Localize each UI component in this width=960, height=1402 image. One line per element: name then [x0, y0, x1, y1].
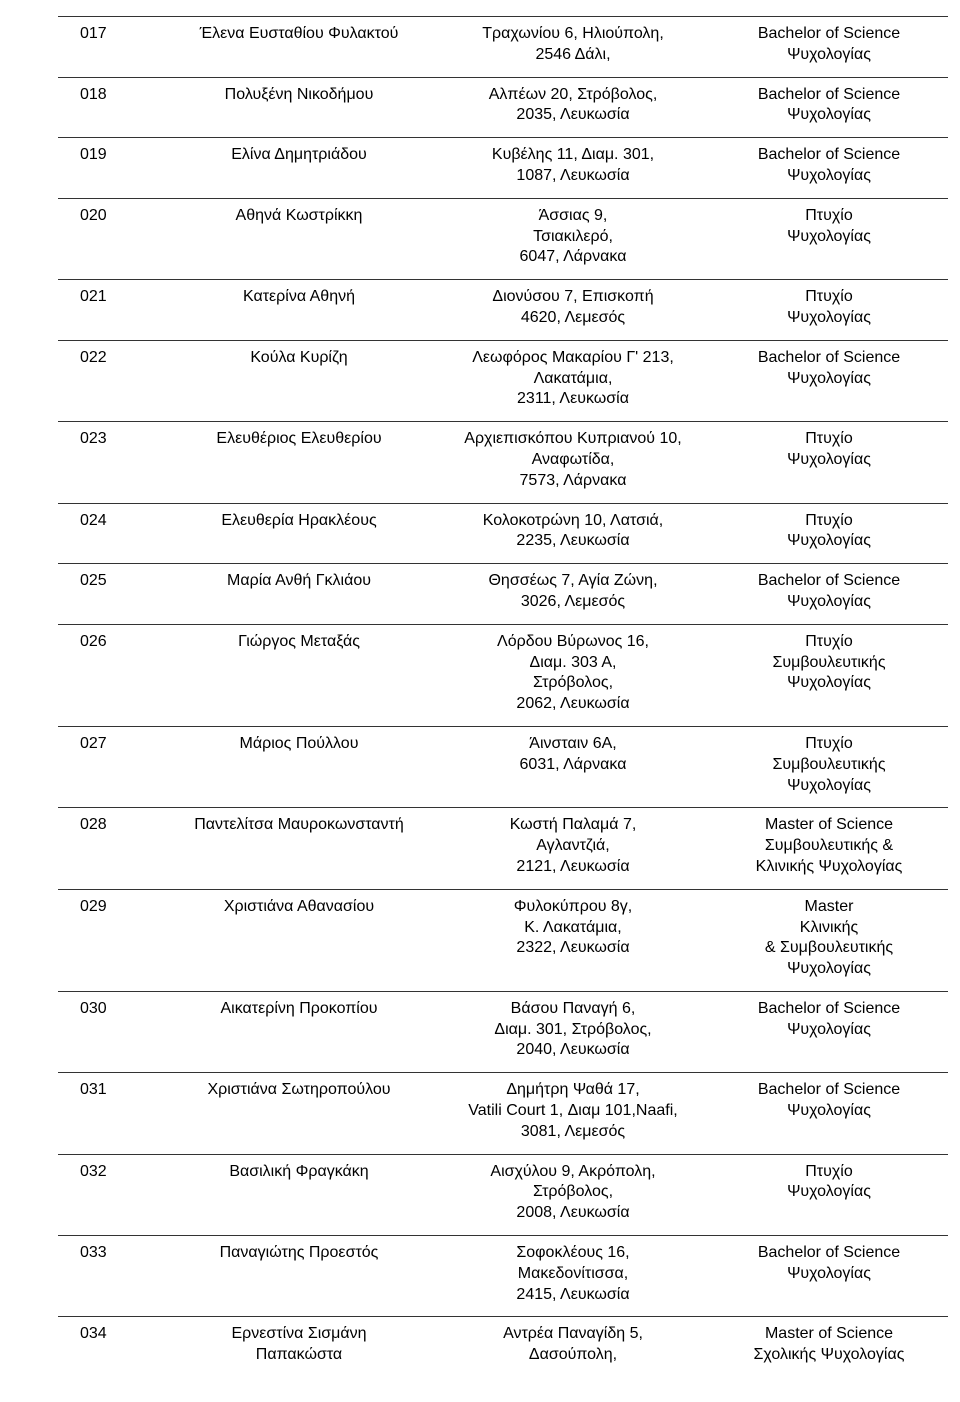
degree-title [710, 889, 948, 991]
postal-address-line: Αλπέων 20, Στρόβολος, [488, 85, 658, 103]
postal-address-line: 2311, Λευκωσία [517, 390, 629, 408]
table-row [58, 1154, 948, 1235]
degree-title-line: Ψυχολογίας [787, 166, 871, 184]
postal-address [436, 991, 710, 1072]
degree-title [710, 340, 948, 421]
degree-title [710, 280, 948, 341]
postal-address [436, 77, 710, 138]
person-name [162, 1073, 436, 1154]
table-row [58, 808, 948, 889]
postal-address-line: 2322, Λευκωσία [516, 939, 630, 957]
person-name [162, 1154, 436, 1235]
degree-title-line: Συμβουλευτικής [772, 653, 886, 671]
postal-address-line: Λακατάμια, [533, 369, 613, 387]
entry-number: 021 [80, 288, 107, 306]
person-name [162, 17, 436, 78]
postal-address-line: Αντρέα Παναγίδη 5, [503, 1325, 643, 1343]
postal-address-line: Αναφωτίδα, [531, 450, 615, 468]
degree-title-line: Master of Science [764, 816, 894, 834]
table-row [58, 138, 948, 199]
person-name-line: Παντελίτσα Μαυροκωνσταντή [194, 816, 404, 834]
person-name [162, 564, 436, 625]
person-name [162, 726, 436, 807]
degree-title-line: Πτυχίο [805, 1162, 853, 1180]
degree-title-line: Πτυχίο [805, 206, 853, 224]
person-name-line: Παναγιώτης Προεστός [219, 1244, 379, 1262]
postal-address-line: Στρόβολος, [532, 1183, 614, 1201]
degree-title-line: Ψυχολογίας [787, 308, 871, 326]
postal-address [436, 503, 710, 564]
degree-title [710, 198, 948, 279]
table-row [58, 991, 948, 1072]
table-row [58, 503, 948, 564]
entry-number: 034 [80, 1325, 107, 1343]
postal-address-line: Τραχωνίου 6, Ηλιούπολη, [482, 25, 664, 42]
degree-title-line: Bachelor of Science [757, 85, 901, 103]
degree-title-line: Ψυχολογίας [787, 45, 871, 63]
postal-address [436, 1317, 710, 1377]
postal-address-line: Διαμ. 301, Στρόβολος, [494, 1020, 652, 1038]
postal-address [436, 340, 710, 421]
postal-address [436, 280, 710, 341]
person-name-line: Ελίνα Δημητριάδου [231, 146, 367, 164]
degree-title-line: Bachelor of Science [757, 146, 901, 164]
degree-title-line: Ψυχολογίας [787, 592, 871, 610]
postal-address-line: 6031, Λάρνακα [519, 755, 627, 773]
degree-title-line: Ψυχολογίας [787, 1102, 871, 1120]
person-name-line: Μαρία Ανθή Γκλιάου [227, 572, 371, 590]
postal-address-line: Κωστή Παλαμά 7, [509, 816, 637, 834]
person-name [162, 1317, 436, 1377]
person-name-line: Αικατερίνη Προκοπίου [220, 999, 378, 1017]
table-row [58, 624, 948, 726]
postal-address-line: Θησσέως 7, Αγία Ζώνη, [488, 572, 658, 590]
person-name [162, 138, 436, 199]
postal-address-line: 2062, Λευκωσία [516, 695, 630, 713]
degree-title [710, 1236, 948, 1317]
person-name [162, 422, 436, 503]
postal-address [436, 808, 710, 889]
degree-title [710, 1317, 948, 1377]
postal-address-line: Κυβέλης 11, Διαμ. 301, [491, 146, 655, 164]
entry-number: 025 [80, 572, 107, 590]
entry-number: 022 [80, 348, 107, 366]
postal-address-line: 2035, Λευκωσία [516, 106, 630, 124]
degree-title-line: Master of Science [764, 1325, 894, 1343]
postal-address-line: Τσιακιλερό, [533, 227, 613, 245]
postal-address-line: 2008, Λευκωσία [516, 1204, 630, 1222]
postal-address-line: Λόρδου Βύρωνος 16, [497, 632, 649, 650]
postal-address [436, 198, 710, 279]
person-name-line: Βασιλική Φραγκάκη [229, 1162, 369, 1180]
person-name [162, 808, 436, 889]
postal-address-line: Κολοκοτρώνη 10, Λατσιά, [482, 511, 664, 529]
degree-title-line: Ψυχολογίας [787, 106, 871, 124]
postal-address [436, 17, 710, 78]
table-row [58, 198, 948, 279]
degree-title-line: Bachelor of Science [757, 1081, 901, 1099]
postal-address-line: 1087, Λευκωσία [516, 166, 630, 184]
postal-address-line: 2235, Λευκωσία [516, 532, 630, 550]
postal-address-line: 6047, Λάρνακα [519, 248, 627, 266]
degree-title [710, 77, 948, 138]
entry-number: 032 [80, 1162, 107, 1180]
postal-address-line: 3081, Λεμεσός [520, 1122, 626, 1140]
entry-number: 031 [80, 1081, 107, 1099]
degree-title [710, 808, 948, 889]
degree-title-line: Ψυχολογίας [787, 960, 871, 978]
postal-address-line: Άινσταιν 6Α, [529, 734, 617, 752]
degree-title [710, 1154, 948, 1235]
entry-number: 017 [80, 25, 107, 42]
degree-title-line: Bachelor of Science [757, 348, 901, 366]
table-row [58, 422, 948, 503]
degree-title-line: Bachelor of Science [757, 572, 901, 590]
postal-address [436, 564, 710, 625]
degree-title-line: Ψυχολογίας [787, 674, 871, 692]
postal-address-line: 4620, Λεμεσός [520, 308, 626, 326]
entry-number: 026 [80, 632, 107, 650]
degree-title-line: Ψυχολογίας [787, 776, 871, 794]
postal-address-line: Διαμ. 303 Α, [529, 653, 617, 671]
postal-address-line: 7573, Λάρνακα [519, 471, 627, 489]
postal-address [436, 138, 710, 199]
degree-title-line: Ψυχολογίας [787, 1020, 871, 1038]
degree-title-line: Πτυχίο [805, 430, 853, 448]
degree-title-line: & Συμβουλευτικής [764, 939, 894, 957]
table-row [58, 17, 948, 78]
postal-address-line: 3026, Λεμεσός [520, 592, 626, 610]
degree-title-line: Πτυχίο [805, 511, 853, 529]
entry-number: 029 [80, 897, 107, 915]
person-name-line: Έλενα Ευσταθίου Φυλακτού [199, 25, 399, 42]
degree-title [710, 422, 948, 503]
person-name [162, 198, 436, 279]
degree-title [710, 1073, 948, 1154]
person-name-line: Ελευθέριος Ελευθερίου [216, 430, 382, 448]
postal-address-line: 2415, Λευκωσία [516, 1285, 630, 1303]
table-row [58, 280, 948, 341]
person-name [162, 340, 436, 421]
postal-address-line: Μακεδονίτισσα, [517, 1264, 629, 1282]
person-name-line: Ελευθερία Ηρακλέους [221, 511, 377, 529]
degree-title-line: Bachelor of Science [757, 25, 901, 42]
person-name-line: Κατερίνα Αθηνή [242, 288, 355, 306]
table-row [58, 340, 948, 421]
person-name [162, 77, 436, 138]
postal-address-line: Αισχύλου 9, Ακρόπολη, [490, 1162, 656, 1180]
postal-address-line: Διονύσου 7, Επισκοπή [492, 288, 654, 306]
person-name-line: Γιώργος Μεταξάς [238, 632, 360, 650]
postal-address-line: Αγλαντζιά, [536, 837, 610, 855]
person-name [162, 889, 436, 991]
degree-title-line: Πτυχίο [805, 734, 853, 752]
degree-title [710, 991, 948, 1072]
degree-title-line: Κλινικής Ψυχολογίας [755, 857, 903, 875]
postal-address-line: Λεωφόρος Μακαρίου Γ' 213, [472, 348, 674, 366]
entry-number: 028 [80, 816, 107, 834]
degree-title [710, 624, 948, 726]
entry-number: 027 [80, 734, 107, 752]
entry-number: 023 [80, 430, 107, 448]
degree-title-line: Πτυχίο [805, 288, 853, 306]
person-name [162, 503, 436, 564]
person-name-line: Χριστιάνα Αθανασίου [223, 897, 375, 915]
entry-number: 018 [80, 85, 107, 103]
degree-title-line: Ψυχολογίας [787, 532, 871, 550]
degree-title-line: Ψυχολογίας [787, 450, 871, 468]
postal-address-line: Φυλοκύπρου 8γ, [513, 897, 633, 915]
person-name-line: Αθηνά Κωστρίκκη [235, 206, 363, 224]
entry-number: 024 [80, 511, 107, 529]
degree-title [710, 138, 948, 199]
person-name [162, 991, 436, 1072]
postal-address-line: Άσσιας 9, [538, 206, 608, 224]
postal-address-line: Βάσου Παναγή 6, [510, 999, 636, 1017]
person-name [162, 280, 436, 341]
entry-number: 019 [80, 146, 107, 164]
postal-address-line: Δημήτρη Ψαθά 17, [506, 1081, 640, 1099]
table-row [58, 1073, 948, 1154]
postal-address [436, 1073, 710, 1154]
person-name-line: Χριστιάνα Σωτηροπούλου [207, 1081, 391, 1099]
table-row [58, 1236, 948, 1317]
degree-title-line: Master [804, 897, 854, 915]
postal-address [436, 1236, 710, 1317]
degree-title [710, 17, 948, 78]
postal-address-line: 2040, Λευκωσία [516, 1041, 630, 1059]
degree-title-line: Bachelor of Science [757, 999, 901, 1017]
postal-address-line: 2121, Λευκωσία [516, 857, 630, 875]
registry-table [58, 16, 948, 1377]
postal-address [436, 624, 710, 726]
degree-title-line: Πτυχίο [805, 632, 853, 650]
postal-address-line: Στρόβολος, [532, 674, 614, 692]
person-name-line: Παπακώστα [255, 1346, 343, 1364]
postal-address-line: 2546 Δάλι, [535, 45, 611, 63]
postal-address-line: Σοφοκλέους 16, [516, 1244, 630, 1262]
person-name-line: Ερνεστίνα Σισμάνη [231, 1325, 367, 1343]
postal-address-line: Κ. Λακατάμια, [524, 918, 622, 936]
entry-number: 030 [80, 999, 107, 1017]
degree-title-line: Συμβουλευτικής [772, 755, 886, 773]
person-name-line: Μάριος Πούλλου [239, 734, 359, 752]
postal-address-line: Δασούπολη, [528, 1346, 618, 1364]
person-name [162, 1236, 436, 1317]
degree-title [710, 564, 948, 625]
degree-title-line: Ψυχολογίας [787, 369, 871, 387]
degree-title-line: Συμβουλευτικής & [764, 837, 894, 855]
entry-number: 020 [80, 206, 107, 224]
degree-title-line: Ψυχολογίας [787, 1183, 871, 1201]
person-name-line: Πολυξένη Νικοδήμου [224, 85, 374, 103]
postal-address [436, 889, 710, 991]
table-row [58, 564, 948, 625]
person-name [162, 624, 436, 726]
postal-address [436, 422, 710, 503]
degree-title-line: Ψυχολογίας [787, 1264, 871, 1282]
table-row [58, 889, 948, 991]
degree-title-line: Σχολικής Ψυχολογίας [753, 1346, 905, 1364]
postal-address [436, 726, 710, 807]
degree-title [710, 726, 948, 807]
postal-address [436, 1154, 710, 1235]
degree-title-line: Ψυχολογίας [787, 227, 871, 245]
postal-address-line: Αρχιεπισκόπου Κυπριανού 10, [464, 430, 682, 448]
table-row [58, 77, 948, 138]
degree-title-line: Κλινικής [799, 918, 859, 936]
registry-table-body [58, 17, 948, 1378]
degree-title-line: Bachelor of Science [757, 1244, 901, 1262]
degree-title [710, 503, 948, 564]
table-row [58, 726, 948, 807]
table-row [58, 1317, 948, 1377]
entry-number: 033 [80, 1244, 107, 1262]
person-name-line: Κούλα Κυρίζη [250, 348, 348, 366]
postal-address-line: Vatili Court 1, Διαμ 101,Naafi, [468, 1102, 678, 1120]
